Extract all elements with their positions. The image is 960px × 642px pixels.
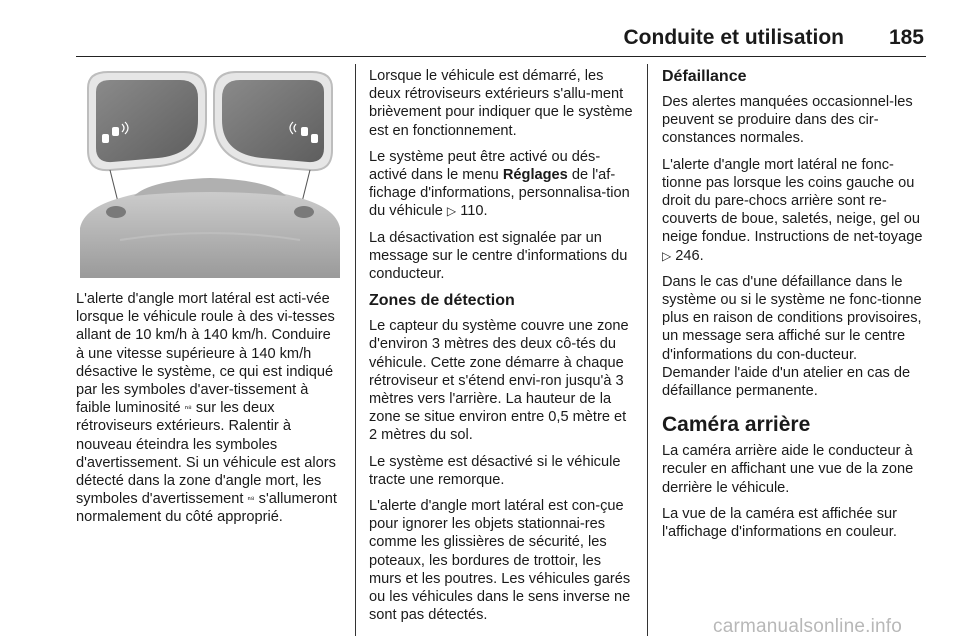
page-reference-link[interactable]: 110. (460, 203, 488, 220)
paragraph: Lorsque le véhicule est démarré, les deux rétroviseurs extérieurs s'allu-ment brièvement pour indiquer que le système est en fonctionnement. (369, 68, 633, 139)
left-mirror (88, 72, 206, 170)
section-heading: Zones de détection (369, 292, 515, 310)
page-reference-link[interactable]: 246. (675, 247, 704, 264)
paragraph: Le système peut être activé ou dés-activé dans le menu Réglages de l'af-fichage d'informations, personnalisa-tion du véhicule ▷ 110. (369, 148, 630, 220)
column-divider (647, 64, 648, 636)
paragraph: L'alerte d'angle mort latéral est con-çue pour ignorer les objets stationnai-res comme les glissières de sécurité, les poteaux, les bordures de trottoir, les murs et les poutres. Les véhicules garés ou les véhicules dans le sens inverse ne sont pas détectés. (369, 498, 631, 624)
page-reference-arrow-icon: ▷ (446, 204, 457, 219)
paragraph: Dans le cas d'une défaillance dans le système ou si le système ne fonc-tionne plus en raison de conditions provisoires, un message sera affiché sur le centre d'informations du con-ducteur. Demander l'aide d'un atelier en cas de défaillance permanente. (662, 273, 922, 400)
paragraph: Le système est désactivé si le véhicule tracte une remorque. (369, 453, 621, 488)
section-title: Conduite et utilisation (623, 26, 844, 49)
paragraph: L'alerte d'angle mort latéral est acti-vée lorsque le véhicule roule à des vi-tesses allant de 10 km/h à 140 km/h. Conduire à une vitesse supérieure à 140 km/h désactive le système, ce qui est indiqué par les symboles d'aver-tissement à faible luminosité ⁿ⁸ sur les deux rétroviseurs extérieurs. Ralentir à nouveau éteindra les symboles d'avertissement. Si un véhicule est alors détecté dans la zone d'angle mort, les symboles d'avertissement ⁿ⁸ s'allumeront normalement du côté approprié. (76, 291, 337, 526)
paragraph: La vue de la caméra est affichée sur l'affichage d'informations en couleur. (662, 505, 897, 541)
page-reference-arrow-icon: ▷ (662, 248, 672, 263)
page-number: 185 (888, 26, 924, 49)
paragraph: L'alerte d'angle mort latéral ne fonc-tionne pas lorsque les coins gauche ou droit du pare-chocs arrière sont re-couverts de boue, saletés, neige, gel ou neige fondue. Instructions de net-toyage ▷ 246. (662, 156, 923, 264)
page-header (76, 22, 926, 57)
paragraph: Le capteur du système couvre une zone d'environ 3 mètres des deux cô-tés du véhicule. Cette zone démarre à chaque rétroviseur et s'étend envi-ron jusqu'à 3 mètres vers l'arrière. La hauteur de la zone se situe environ entre 0,5 mètre et 2 mètres du sol. (369, 318, 629, 444)
chapter-heading: Caméra arrière (662, 413, 811, 437)
blind-spot-symbol-icon: ⁿ⁸ (247, 494, 255, 505)
column-divider (355, 64, 356, 636)
blind-spot-symbol-icon: ⁿ⁸ (184, 403, 192, 414)
car-rear-view (80, 178, 340, 278)
menu-name: Réglages (502, 167, 568, 184)
watermark: carmanualsonline.info (713, 616, 903, 637)
right-mirror (214, 72, 332, 170)
column-middle (369, 67, 633, 632)
section-heading: Défaillance (662, 68, 747, 85)
column-left (76, 290, 342, 535)
paragraph: Des alertes manquées occasionnel-les peuvent se produire dans des cir-constances normales. (662, 94, 913, 147)
column-right (662, 67, 928, 549)
mirror-illustration (80, 68, 340, 278)
paragraph: La désactivation est signalée par un message sur le centre d'informations du conducteur. (369, 229, 628, 283)
paragraph: La caméra arrière aide le conducteur à reculer en affichant une vue de la zone derrière le véhicule. (662, 443, 914, 496)
